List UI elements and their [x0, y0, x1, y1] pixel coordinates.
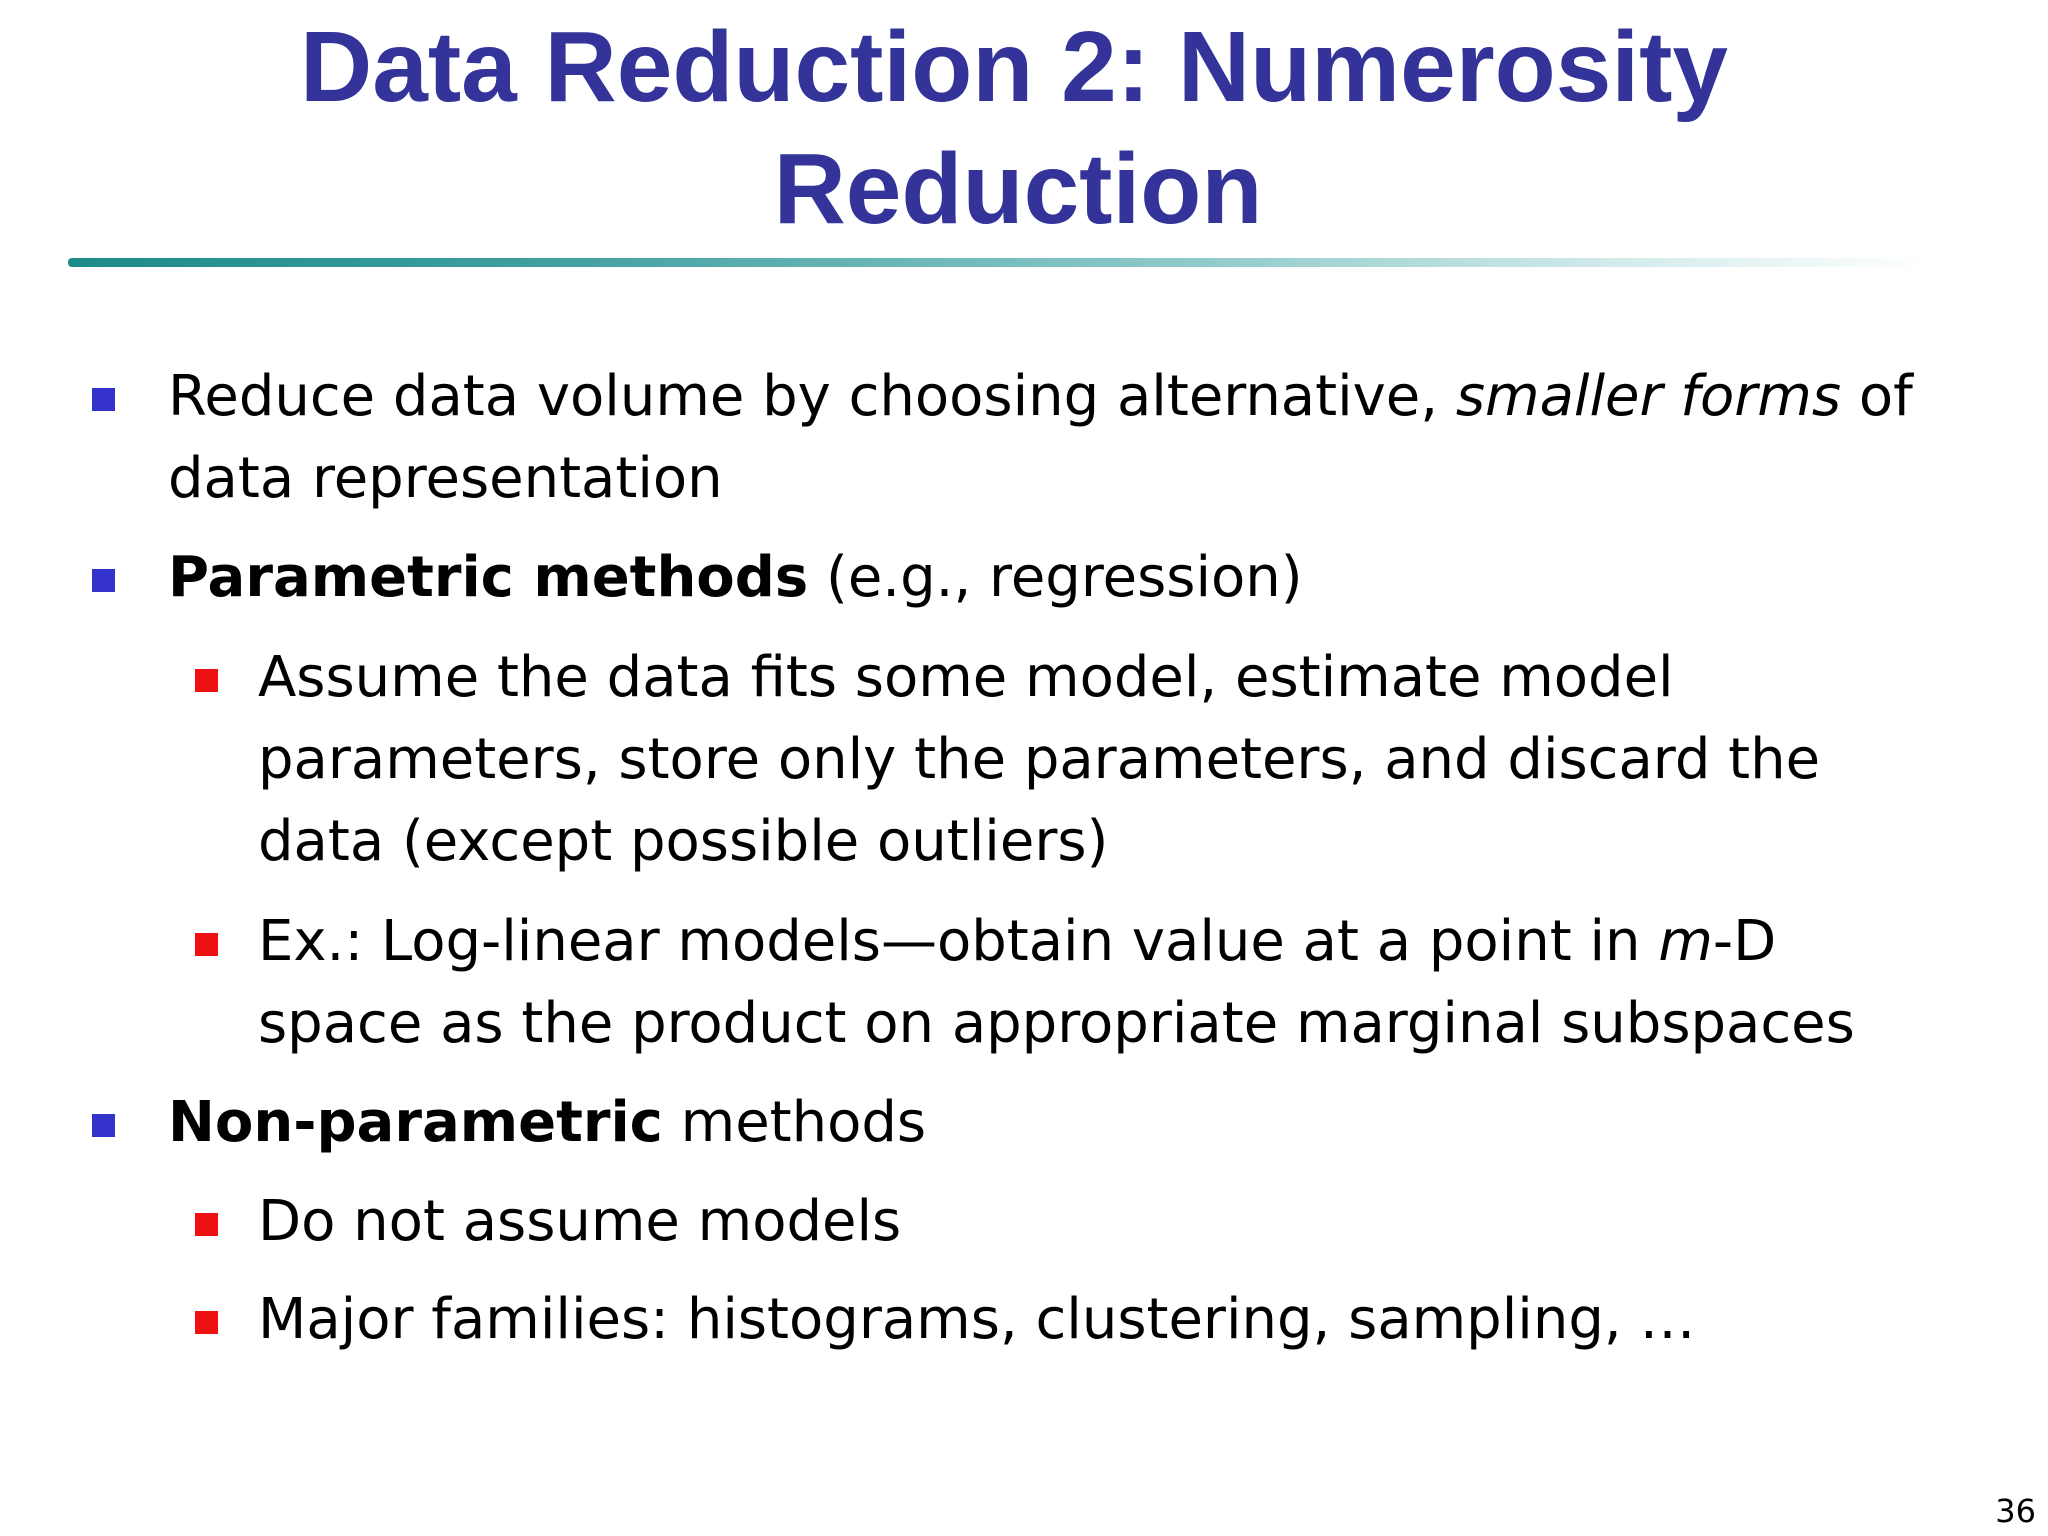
- square-bullet-icon: [195, 1311, 218, 1334]
- bullet-text: Ex.: Log-linear models—obtain value at a point in: [258, 909, 1659, 974]
- subbullet-major-families: [258, 1279, 1938, 1361]
- subbullet-assume-model: [258, 637, 1938, 883]
- bullet-non-parametric-methods: [168, 1082, 1928, 1164]
- slide-title-line-2: Reduction: [773, 133, 1263, 245]
- subbullet-log-linear-models: [258, 901, 1938, 1065]
- bullet-text: (e.g., regression): [808, 545, 1303, 610]
- square-bullet-icon: [92, 1114, 115, 1137]
- bullet-text: Assume the data fits some model, estimate model parameters, store only the parameters, and discard the data (except possible outliers): [258, 645, 1821, 874]
- bullet-parametric-methods: [168, 537, 1928, 619]
- bullet-text: of data representation: [168, 364, 1913, 511]
- bullet-text-emphasis: m: [1658, 909, 1713, 974]
- bullet-text-strong: Non-parametric: [168, 1090, 663, 1155]
- bullet-text: Do not assume models: [258, 1189, 902, 1254]
- bullet-text: Major families: histograms, clustering, sampling, …: [258, 1287, 1696, 1352]
- square-bullet-icon: [92, 388, 115, 411]
- bullet-text: -D space as the product on appropriate marginal subspaces: [258, 909, 1855, 1056]
- square-bullet-icon: [92, 569, 115, 592]
- subbullet-no-model-assumption: [258, 1181, 1938, 1263]
- square-bullet-icon: [195, 1213, 218, 1236]
- square-bullet-icon: [195, 933, 218, 956]
- bullet-reduce-data-volume: [168, 356, 1928, 520]
- bullet-text: methods: [662, 1090, 927, 1155]
- bullet-text-strong: Parametric methods: [168, 545, 809, 610]
- page-number: 36: [1995, 1492, 2036, 1530]
- square-bullet-icon: [195, 669, 218, 692]
- bullet-text-emphasis: smaller forms: [1455, 364, 1842, 429]
- slide-title-line-1: Data Reduction 2: Numerosity: [299, 11, 1729, 123]
- bullet-text: Reduce data volume by choosing alternative,: [168, 364, 1456, 429]
